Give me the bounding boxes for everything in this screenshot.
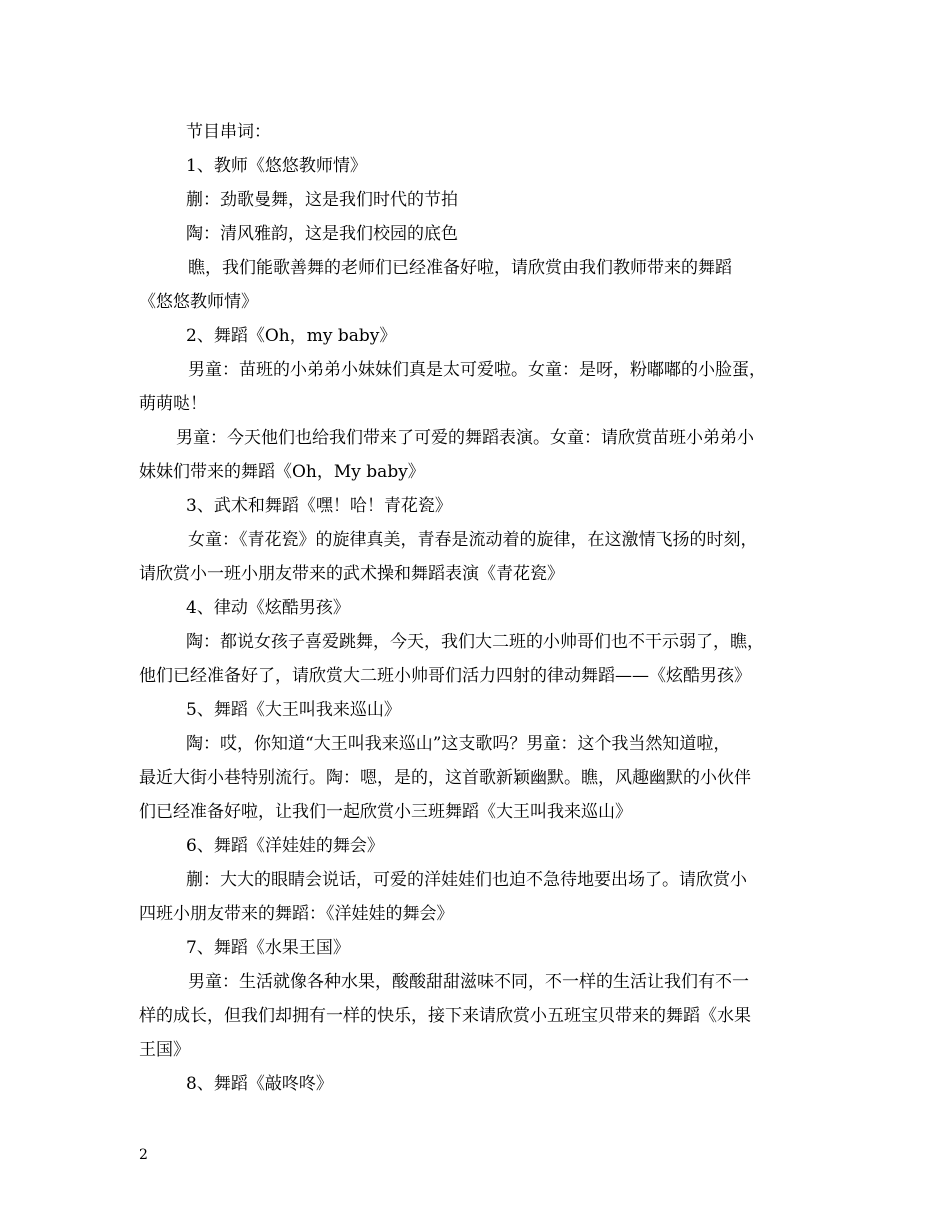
script-line: 男童：苗班的小弟弟小妹妹们真是太可爱啦。女童：是呀，粉嘟嘟的小脸蛋，	[188, 360, 766, 380]
page-number: 2	[139, 1147, 148, 1163]
script-line-continued: 萌萌哒！	[139, 394, 207, 414]
script-line: 陶：清风雅韵，这是我们校园的底色	[186, 224, 458, 244]
script-line-continued: 王国》	[139, 1040, 190, 1060]
program-item-title: 6、舞蹈《洋娃娃的舞会》	[186, 836, 384, 856]
program-item-title: 3、武术和舞蹈《嘿！哈！青花瓷》	[186, 496, 452, 516]
program-item-title: 7、舞蹈《水果王国》	[186, 938, 350, 958]
script-line: 男童：生活就像各种水果，酸酸甜甜滋味不同，不一样的生活让我们有不一	[188, 972, 749, 992]
script-line: 瞧，我们能歌善舞的老师们已经准备好啦，请欣赏由我们教师带来的舞蹈	[188, 258, 732, 278]
script-line-continued: 最近大街小巷特别流行。陶：嗯，是的，这首歌新颖幽默。瞧，风趣幽默的小伙伴	[139, 768, 751, 788]
program-item-title: 2、舞蹈《Oh，my baby》	[186, 326, 397, 346]
script-line-continued: 《悠悠教师情》	[139, 292, 258, 312]
script-line-continued: 他们已经准备好了，请欣赏大二班小帅哥们活力四射的律动舞蹈——《炫酷男孩》	[139, 666, 751, 686]
program-heading: 节目串词：	[186, 122, 271, 142]
script-line: 蒯：大大的眼睛会说话，可爱的洋娃娃们也迫不急待地要出场了。请欣赏小	[186, 870, 747, 890]
script-line-continued: 妹妹们带来的舞蹈《Oh，My baby》	[139, 462, 425, 482]
script-line-continued: 样的成长，但我们却拥有一样的快乐，接下来请欣赏小五班宝贝带来的舞蹈《水果	[139, 1006, 751, 1026]
script-line: 陶：都说女孩子喜爱跳舞，今天，我们大二班的小帅哥们也不干示弱了，瞧，	[186, 632, 764, 652]
script-line: 女童：《青花瓷》的旋律真美，青春是流动着的旋律，在这激情飞扬的时刻，	[188, 530, 758, 550]
script-line: 男童：今天他们也给我们带来了可爱的舞蹈表演。女童：请欣赏苗班小弟弟小	[176, 428, 754, 448]
program-item-title: 5、舞蹈《大王叫我来巡山》	[186, 700, 401, 720]
document-body	[139, 115, 823, 1101]
program-item-title: 4、律动《炫酷男孩》	[186, 598, 350, 618]
script-line: 蒯：劲歌曼舞，这是我们时代的节拍	[186, 190, 458, 210]
script-line-continued: 四班小朋友带来的舞蹈：《洋娃娃的舞会》	[139, 904, 454, 924]
script-line: 陶：哎，你知道“大王叫我来巡山”这支歌吗？男童：这个我当然知道啦，	[186, 734, 731, 754]
program-item-title: 1、教师《悠悠教师情》	[186, 156, 367, 176]
script-line-continued: 请欣赏小一班小朋友带来的武术操和舞蹈表演《青花瓷》	[139, 564, 564, 584]
script-line-continued: 们已经准备好啦，让我们一起欣赏小三班舞蹈《大王叫我来巡山》	[139, 802, 632, 822]
program-item-title: 8、舞蹈《敲咚咚》	[186, 1074, 333, 1094]
